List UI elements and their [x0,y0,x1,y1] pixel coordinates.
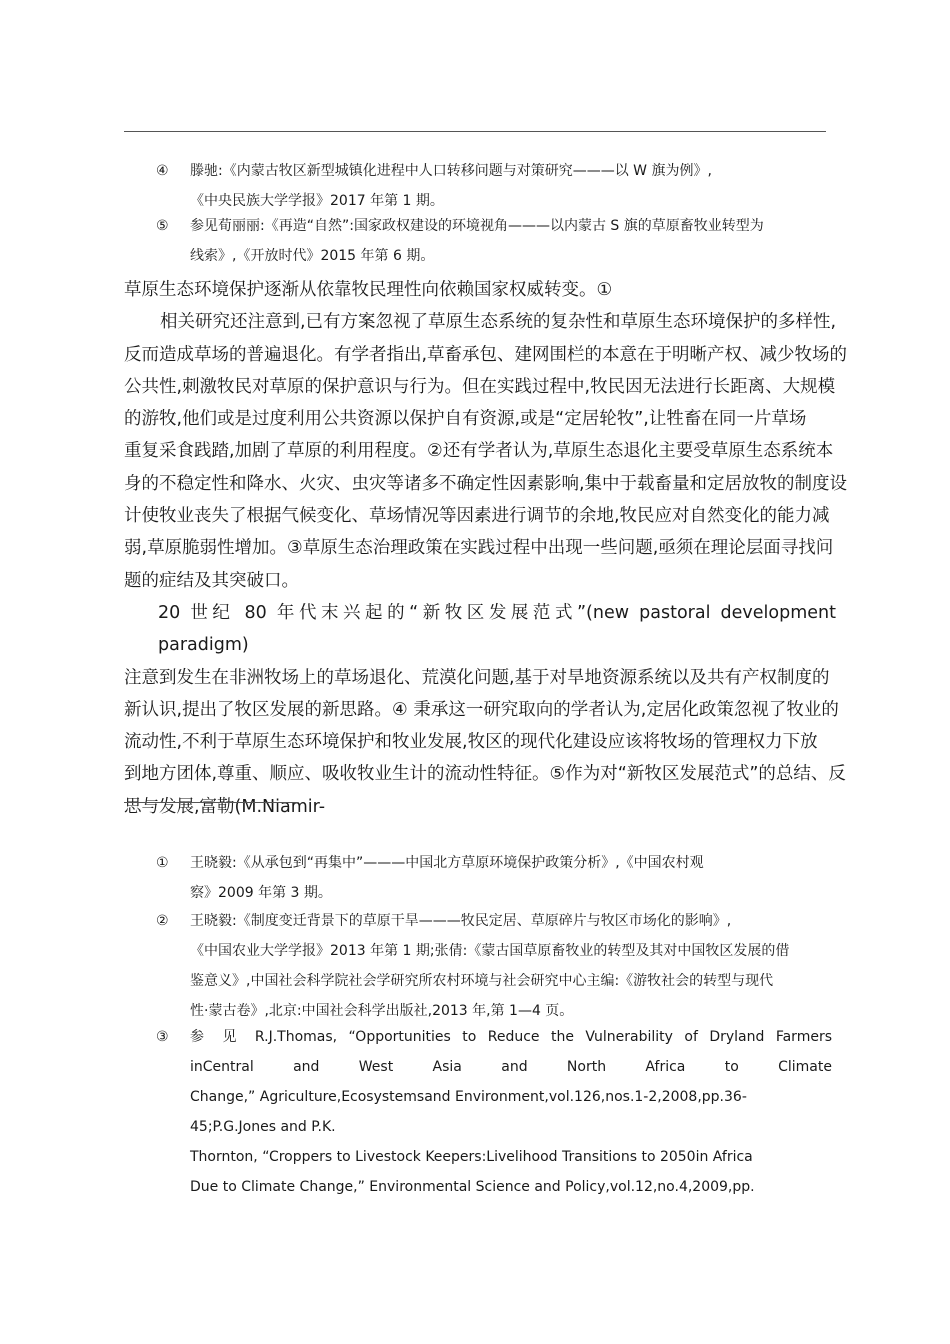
footnote-line: 线索》,《开放时代》2015 年第 6 期。 [190,248,435,264]
footnote-marker: ① [156,855,169,871]
body-line: 题的症结及其突破口。 [124,570,299,591]
footnote-line: 性·蒙古卷》,北京:中国社会科学出版社,2013 年,第 1—4 页。 [190,1003,574,1019]
footnote-marker: ③ [156,1029,169,1045]
body-line: 身的不稳定性和降水、火灾、虫灾等诸多不确定性因素影响,集中于载畜量和定居放牧的制度设 [124,473,848,494]
footnote-line: 王晓毅:《制度变迁背景下的草原干旱———牧民定居、草原碎片与牧区市场化的影响》, [190,913,732,929]
body-line: 草原生态环境保护逐渐从依靠牧民理性向依赖国家权威转变。① [124,280,613,300]
footnote-line: 王晓毅:《从承包到“再集中”———中国北方草原环境保护政策分析》,《中国农村观 [190,855,704,871]
footnote-line: 《中央民族大学学报》2017 年第 1 期。 [190,193,444,209]
body-paragraphs [124,274,848,823]
footnote-line: 《中国农业大学学报》2013 年第 1 期;张倩:《蒙古国草原畜牧业的转型及其对中国牧区发展的借 [190,943,790,959]
footnote-4 [124,156,834,216]
footnote-marker: ⑤ [156,218,169,234]
body-line: 重复采食践踏,加剧了草原的利用程度。②还有学者认为,草原生态退化主要受草原生态系统本 [124,441,834,462]
body-line: 新认识,提出了牧区发展的新思路。④ 秉承这一研究取向的学者认为,定居化政策忽视了牧业的 [124,699,839,720]
body-line: 的游牧,他们或是过度利用公共资源以保护自有资源,或是“定居轮牧”,让牲畜在同一片草场 [124,409,807,430]
footnote-line: 参 见 R.J.Thomas, “Opportunities to Reduce the Vulnerability of Dryland Farmers [190,1029,832,1045]
body-line: 公共性,刺激牧民对草原的保护意识与行为。但在实践过程中,牧民因无法进行长距离、大规模 [124,376,836,397]
footnote-line: Change,” Agriculture,Ecosystemsand Environment,vol.126,nos.1-2,2008,pp.36- [190,1089,747,1105]
body-line: 思与发展,富勒(M.Niamir- [124,796,326,817]
body-line: 计使牧业丧失了根据气候变化、草场情况等因素进行调节的余地,牧民应对自然变化的能力减 [124,506,830,527]
body-line: 弱,草原脆弱性增加。③草原生态治理政策在实践过程中出现一些问题,亟须在理论层面寻找问 [124,538,834,559]
footnote-marker: ② [156,913,169,929]
header-rule [124,131,826,132]
footnote-marker: ④ [156,163,169,179]
footnote-line: 滕驰:《内蒙古牧区新型城镇化进程中人口转移问题与对策研究———以 W 旗为例》, [190,163,712,179]
footnote-line: Thornton, “Croppers to Livestock Keepers:Livelihood Transitions to 2050in Africa [190,1149,753,1165]
footnote-line: 45;P.G.Jones and P.K. [190,1119,336,1135]
body-line: 相关研究还注意到,已有方案忽视了草原生态系统的复杂性和草原生态环境保护的多样性, [160,312,837,333]
footnote-separator [124,802,298,803]
body-line: 流动性,不利于草原生态环境保护和牧业发展,牧区的现代化建设应该将牧场的管理权力下放 [124,732,818,753]
footnote-line: 察》2009 年第 3 期。 [190,885,332,901]
footnote-line: inCentral and West Asia and North Africa to Climate [190,1059,832,1075]
footnote-5 [124,211,834,271]
footnote-line: 参见荀丽丽:《再造“自然”:国家政权建设的环境视角———以内蒙古 S 旗的草原畜牧业转型为 [190,218,764,234]
body-line: 到地方团体,尊重、顺应、吸收牧业生计的流动性特征。⑤作为对“新牧区发展范式”的总结、反 [124,764,846,785]
body-line: 反而造成草场的普遍退化。有学者指出,草畜承包、建网围栏的本意在于明晰产权、减少牧场的 [124,344,848,365]
body-line: 20 世纪 80 年代末兴起的“新牧区发展范式”(new pastoral development paradigm) [158,602,836,656]
footnote-2 [124,906,834,1026]
body-line: 注意到发生在非洲牧场上的草场退化、荒漠化问题,基于对旱地资源系统以及共有产权制度的 [124,667,830,688]
footnote-line: Due to Climate Change,” Environmental Science and Policy,vol.12,no.4,2009,pp. [190,1179,755,1195]
footnote-line: 鉴意义》,中国社会科学院社会学研究所农村环境与社会研究中心主编:《游牧社会的转型与现代 [190,973,774,989]
footnote-3 [124,1022,834,1202]
footnote-1 [124,848,834,908]
